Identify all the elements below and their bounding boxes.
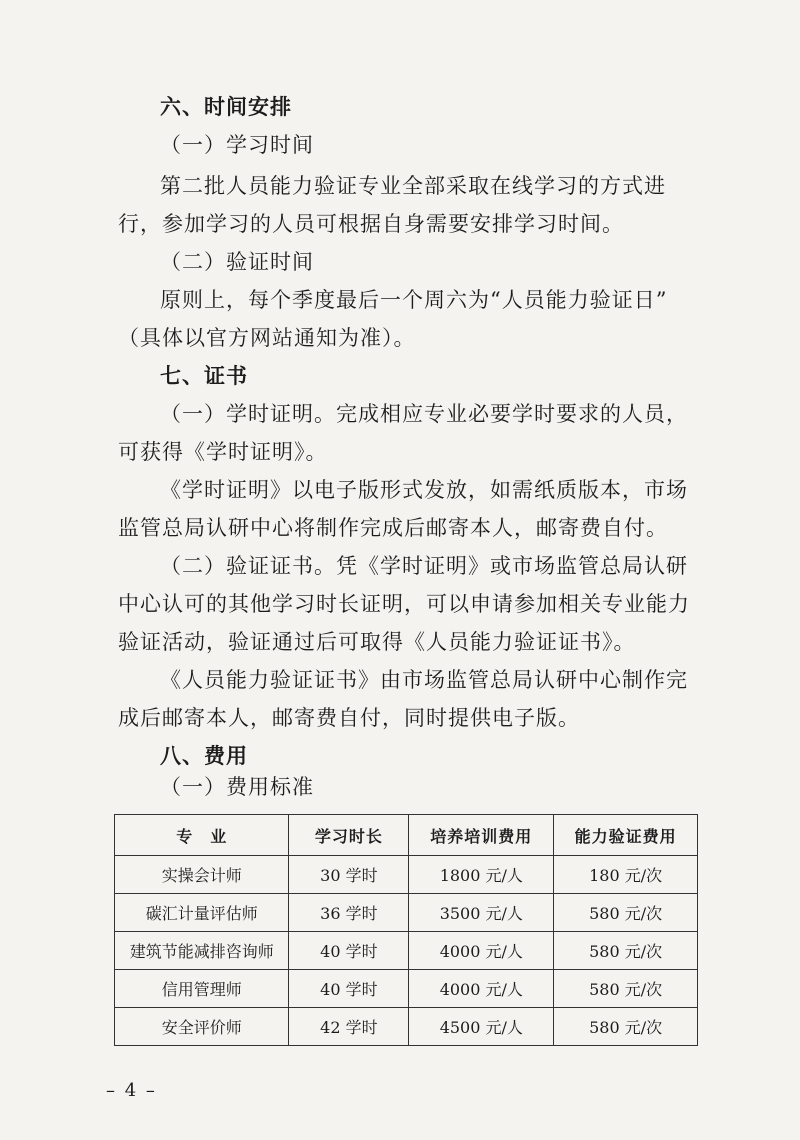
cell-hours: 42 学时 [289,1008,409,1046]
section-6-2-title: （二）验证时间 [160,250,314,274]
paragraph-line: 可获得《学时证明》。 [118,440,328,464]
section-6-title: 六、时间安排 [160,95,292,119]
cell-major: 建筑节能减排咨询师 [115,932,289,970]
table-header-row [115,815,698,856]
table-row [115,932,698,970]
paragraph-line: （二）验证证书。凭《学时证明》或市场监管总局认研 [160,554,688,578]
section-8-title: 八、费用 [160,744,248,768]
cell-hours: 30 学时 [289,856,409,894]
cell-major: 碳汇计量评估师 [115,894,289,932]
cell-major: 实操会计师 [115,856,289,894]
header-study-hours: 学习时长 [289,815,409,856]
paragraph-line: （具体以官方网站通知为准）。 [118,326,416,350]
cell-verification-fee: 580 元/次 [554,1008,698,1046]
section-7-title: 七、证书 [160,364,248,388]
paragraph-line: 中心认可的其他学习时长证明，可以申请参加相关专业能力 [118,592,690,616]
cell-hours: 40 学时 [289,970,409,1008]
header-training-fee: 培养培训费用 [409,815,554,856]
cell-verification-fee: 580 元/次 [554,970,698,1008]
paragraph-line: 验证活动，验证通过后可取得《人员能力验证证书》。 [118,630,636,654]
cell-training-fee: 4000 元/人 [409,970,554,1008]
cell-hours: 40 学时 [289,932,409,970]
paragraph-line: 《人员能力验证证书》由市场监管总局认研中心制作完 [160,668,688,692]
cell-major: 安全评价师 [115,1008,289,1046]
section-8-1-title: （一）费用标准 [160,775,314,799]
paragraph-line: 监管总局认研中心将制作完成后邮寄本人，邮寄费自付。 [118,516,668,540]
header-major: 专 业 [115,815,289,856]
paragraph-line: 《学时证明》以电子版形式发放，如需纸质版本，市场 [160,478,688,502]
table-row [115,970,698,1008]
fee-table [114,814,698,1046]
paragraph-line: 原则上，每个季度最后一个周六为“人员能力验证日” [160,288,668,312]
paragraph-line: 第二批人员能力验证专业全部采取在线学习的方式进 [160,174,666,198]
fee-table-container [114,814,698,1046]
page-number: – 4 – [106,1080,157,1101]
cell-training-fee: 1800 元/人 [409,856,554,894]
cell-training-fee: 3500 元/人 [409,894,554,932]
paragraph-line: （一）学时证明。完成相应专业必要学时要求的人员， [160,402,688,426]
table-row [115,894,698,932]
cell-verification-fee: 580 元/次 [554,932,698,970]
section-6-1-title: （一）学习时间 [160,133,314,157]
paragraph-line: 成后邮寄本人，邮寄费自付，同时提供电子版。 [118,706,580,730]
cell-hours: 36 学时 [289,894,409,932]
cell-training-fee: 4500 元/人 [409,1008,554,1046]
paragraph-line: 行，参加学习的人员可根据自身需要安排学习时间。 [118,212,624,236]
table-row [115,1008,698,1046]
cell-verification-fee: 180 元/次 [554,856,698,894]
cell-verification-fee: 580 元/次 [554,894,698,932]
cell-major: 信用管理师 [115,970,289,1008]
header-verification-fee: 能力验证费用 [554,815,698,856]
cell-training-fee: 4000 元/人 [409,932,554,970]
table-row [115,856,698,894]
